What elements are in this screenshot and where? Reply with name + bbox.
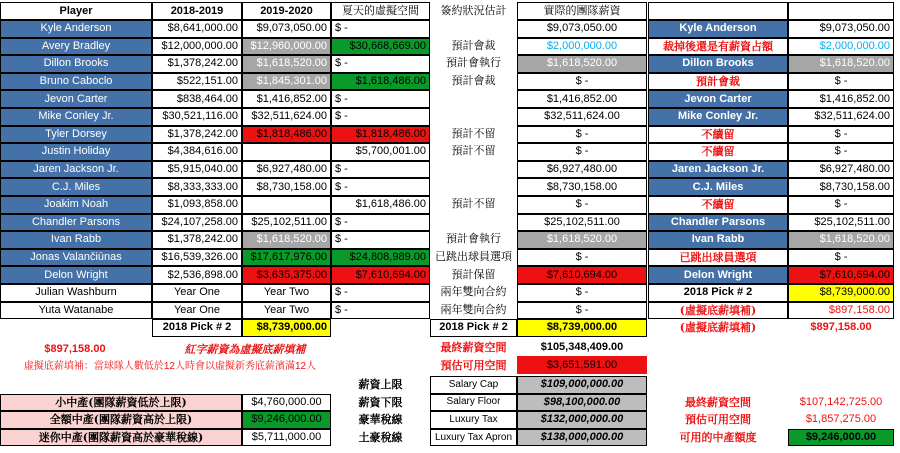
salary-2019-2020[interactable] (242, 143, 331, 161)
cap-value[interactable]: $138,000,000.00 (517, 429, 647, 447)
contract-status[interactable]: 預計會執行 (446, 57, 501, 70)
salary-2019-2020[interactable]: $1,618,520.00 (242, 55, 331, 73)
exception-label[interactable]: 迷你中產(團隊薪資高於豪華稅線) (0, 429, 242, 447)
actual-payroll[interactable]: $ - (517, 249, 647, 267)
player-name[interactable]: Tyler Dorsey (0, 126, 152, 144)
right-value[interactable]: $6,927,480.00 (788, 161, 894, 179)
summer-space[interactable]: $1,618,486.00 (331, 73, 430, 91)
summary-value[interactable]: $107,142,725.00 (799, 395, 883, 408)
right-name[interactable]: Jevon Carter (648, 90, 788, 108)
right-value[interactable]: $1,416,852.00 (788, 90, 894, 108)
right-name[interactable]: Jaren Jackson Jr. (648, 161, 788, 179)
summer-space[interactable]: $ - (331, 302, 430, 320)
contract-status[interactable] (430, 108, 517, 126)
cap-zh-label[interactable]: 豪華稅線 (358, 413, 403, 427)
contract-status[interactable] (430, 90, 517, 108)
cap-en-label[interactable]: Salary Cap (430, 376, 517, 394)
right-name[interactable]: Chandler Parsons (648, 214, 788, 232)
summer-space[interactable]: $ - (331, 178, 430, 196)
right-value[interactable]: $7,610,694.00 (788, 266, 894, 284)
salary-2019-2020[interactable]: $32,511,624.00 (242, 108, 331, 126)
salary-2019-2020[interactable]: $3,635,375.00 (242, 266, 331, 284)
header-2019-2020[interactable]: 2019-2020 (242, 2, 331, 20)
summer-space[interactable]: $1,618,486.00 (331, 196, 430, 214)
red-note[interactable]: 紅字薪資為虛擬底薪填補 (184, 343, 306, 357)
exception-value[interactable]: $5,711,000.00 (242, 429, 331, 447)
cap-value[interactable]: $98,100,000.00 (517, 394, 647, 412)
player-name[interactable]: Kyle Anderson (0, 20, 152, 38)
player-name[interactable]: Yuta Watanabe (0, 302, 152, 320)
salary-2018-2019[interactable]: $522,151.00 (152, 73, 242, 91)
right-name[interactable]: Ivan Rabb (648, 231, 788, 249)
right-name[interactable]: 不續留 (648, 126, 788, 144)
cap-value[interactable]: $109,000,000.00 (517, 376, 647, 394)
summer-space[interactable]: $ - (331, 284, 430, 302)
pick-right-value[interactable]: $897,158.00 (810, 321, 872, 334)
right-value[interactable]: $ - (788, 196, 894, 214)
contract-status[interactable]: 預計會執行 (446, 233, 501, 246)
min-fill-value[interactable]: $897,158.00 (44, 343, 106, 356)
pick-label[interactable]: 2018 Pick # 2 (152, 319, 242, 337)
right-name[interactable]: Delon Wright (648, 266, 788, 284)
player-name[interactable]: Justin Holiday (0, 143, 152, 161)
est-space-label[interactable]: 預估可用空間 (440, 358, 507, 372)
header-summer-space[interactable]: 夏天的虛擬空間 (331, 2, 430, 20)
contract-status[interactable]: 兩年雙向合約 (440, 286, 507, 299)
player-name[interactable]: Avery Bradley (0, 38, 152, 56)
salary-2019-2020[interactable]: $6,927,480.00 (242, 161, 331, 179)
actual-payroll[interactable]: $ - (517, 196, 647, 214)
cap-zh-label[interactable]: 薪資下限 (358, 395, 403, 409)
actual-payroll[interactable]: $1,618,520.00 (517, 231, 647, 249)
right-name[interactable]: 裁掉後還是有薪資占額 (648, 38, 788, 56)
summer-space[interactable]: $ - (331, 214, 430, 232)
right-name[interactable]: Dillon Brooks (648, 55, 788, 73)
exception-label[interactable]: 小中產(團隊薪資低於上限) (0, 394, 242, 412)
right-name[interactable]: 已跳出球員選項 (648, 249, 788, 267)
pick-right-name[interactable]: (虛擬底薪填補) (679, 321, 757, 335)
cap-en-label[interactable]: Salary Floor (430, 394, 517, 412)
header-contract-status[interactable]: 簽約狀況估計 (440, 4, 507, 17)
header-blank-r2[interactable] (788, 2, 894, 20)
contract-status[interactable] (430, 178, 517, 196)
header-actual-payroll[interactable]: 實際的團隊薪資 (517, 2, 647, 20)
salary-2019-2020[interactable] (242, 196, 331, 214)
contract-status[interactable]: 預計不留 (451, 127, 496, 140)
actual-payroll[interactable]: $7,610,694.00 (517, 266, 647, 284)
summer-space[interactable]: $5,700,001.00 (331, 143, 430, 161)
cap-en-label[interactable]: Luxury Tax Apron (430, 429, 517, 447)
right-value[interactable]: $1,618,520.00 (788, 231, 894, 249)
actual-payroll[interactable]: $9,073,050.00 (517, 20, 647, 38)
est-space-value[interactable]: $3,651,591.00 (517, 356, 647, 374)
actual-payroll[interactable]: $6,927,480.00 (517, 161, 647, 179)
right-name[interactable]: (虛擬底薪填補) (648, 302, 788, 320)
contract-status[interactable]: 預計不留 (451, 145, 496, 158)
final-payroll-label[interactable]: 最終薪資空間 (440, 341, 507, 355)
summer-space[interactable]: $ - (331, 55, 430, 73)
salary-2018-2019[interactable]: $16,539,326.00 (152, 249, 242, 267)
contract-status[interactable] (430, 161, 517, 179)
salary-2018-2019[interactable]: Year One (152, 302, 242, 320)
contract-status[interactable]: 預計會裁 (451, 39, 496, 52)
salary-2019-2020[interactable]: $12,960,000.00 (242, 38, 331, 56)
salary-2018-2019[interactable]: $838,464.00 (152, 90, 242, 108)
contract-status[interactable] (430, 20, 517, 38)
salary-2019-2020[interactable]: $9,073,050.00 (242, 20, 331, 38)
right-value[interactable]: $ - (788, 73, 894, 91)
pick-value[interactable]: $8,739,000.00 (242, 319, 331, 337)
right-name[interactable]: Mike Conley Jr. (648, 108, 788, 126)
actual-payroll[interactable]: $32,511,624.00 (517, 108, 647, 126)
salary-2018-2019[interactable]: $12,000,000.00 (152, 38, 242, 56)
player-name[interactable]: Ivan Rabb (0, 231, 152, 249)
salary-2019-2020[interactable]: Year Two (242, 302, 331, 320)
contract-status[interactable]: 預計不留 (451, 198, 496, 211)
player-name[interactable]: Chandler Parsons (0, 214, 152, 232)
right-value[interactable]: $1,618,520.00 (788, 55, 894, 73)
salary-2019-2020[interactable]: Year Two (242, 284, 331, 302)
cap-value[interactable]: $132,000,000.00 (517, 411, 647, 429)
exception-label[interactable]: 全額中產(團隊薪資高於上限) (0, 411, 242, 429)
contract-status[interactable]: 兩年雙向合約 (440, 303, 507, 316)
right-value[interactable]: $2,000,000.00 (788, 38, 894, 56)
salary-2019-2020[interactable]: $1,818,486.00 (242, 126, 331, 144)
header-player[interactable]: Player (0, 2, 152, 20)
summary-value[interactable]: $9,246,000.00 (788, 429, 894, 447)
right-value[interactable]: $8,739,000.00 (788, 284, 894, 302)
salary-2019-2020[interactable]: $1,618,520.00 (242, 231, 331, 249)
summer-space[interactable]: $ - (331, 90, 430, 108)
salary-2019-2020[interactable]: $8,730,158.00 (242, 178, 331, 196)
exception-value[interactable]: $9,246,000.00 (242, 411, 331, 429)
salary-2018-2019[interactable]: $2,536,898.00 (152, 266, 242, 284)
actual-payroll[interactable]: $2,000,000.00 (517, 38, 647, 56)
actual-payroll[interactable]: $ - (517, 143, 647, 161)
actual-payroll[interactable]: $1,416,852.00 (517, 90, 647, 108)
salary-2018-2019[interactable]: Year One (152, 284, 242, 302)
cap-en-label[interactable]: Luxury Tax (430, 411, 517, 429)
summary-label[interactable]: 可用的中產額度 (679, 431, 757, 445)
actual-payroll[interactable]: $ - (517, 284, 647, 302)
salary-2018-2019[interactable]: $8,333,333.00 (152, 178, 242, 196)
header-blank-r1[interactable] (648, 2, 788, 20)
contract-status[interactable]: 已跳出球員選項 (435, 251, 512, 264)
salary-2019-2020[interactable]: $1,845,301.00 (242, 73, 331, 91)
right-name[interactable]: 不續留 (648, 196, 788, 214)
pick-label-2[interactable]: 2018 Pick # 2 (430, 319, 517, 337)
summer-space[interactable]: $ - (331, 108, 430, 126)
player-name[interactable]: Julian Washburn (0, 284, 152, 302)
salary-2018-2019[interactable]: $4,384,616.00 (152, 143, 242, 161)
summary-label[interactable]: 最終薪資空間 (685, 395, 751, 409)
right-value[interactable]: $25,102,511.00 (788, 214, 894, 232)
explain-note[interactable]: 虛擬底薪填補：當球隊人數低於12人時會以虛擬新秀底薪濱滿12人 (23, 361, 317, 373)
salary-2018-2019[interactable]: $5,915,040.00 (152, 161, 242, 179)
actual-payroll[interactable]: $25,102,511.00 (517, 214, 647, 232)
actual-payroll[interactable]: $1,618,520.00 (517, 55, 647, 73)
right-name[interactable]: 預計會裁 (648, 73, 788, 91)
player-name[interactable]: Jevon Carter (0, 90, 152, 108)
salary-2019-2020[interactable]: $1,416,852.00 (242, 90, 331, 108)
contract-status[interactable]: 預計會裁 (451, 75, 496, 88)
contract-status[interactable] (430, 214, 517, 232)
right-name[interactable]: C.J. Miles (648, 178, 788, 196)
salary-2019-2020[interactable]: $25,102,511.00 (242, 214, 331, 232)
player-name[interactable]: Bruno Caboclo (0, 73, 152, 91)
right-name[interactable]: 不續留 (648, 143, 788, 161)
salary-2019-2020[interactable]: $17,617,976.00 (242, 249, 331, 267)
actual-payroll[interactable]: $8,730,158.00 (517, 178, 647, 196)
cap-zh-label[interactable]: 土豪稅線 (358, 431, 403, 445)
player-name[interactable]: Jonas Valančiūnas (0, 249, 152, 267)
pick-value-2[interactable]: $8,739,000.00 (517, 319, 647, 337)
final-payroll-value[interactable]: $105,348,409.00 (540, 341, 624, 354)
salary-2018-2019[interactable]: $1,378,242.00 (152, 231, 242, 249)
summer-space[interactable]: $7,610,694.00 (331, 266, 430, 284)
right-value[interactable]: $8,730,158.00 (788, 178, 894, 196)
player-name[interactable]: C.J. Miles (0, 178, 152, 196)
actual-payroll[interactable]: $ - (517, 126, 647, 144)
summer-space[interactable]: $30,668,669.00 (331, 38, 430, 56)
right-value[interactable]: $32,511,624.00 (788, 108, 894, 126)
player-name[interactable]: Mike Conley Jr. (0, 108, 152, 126)
header-2018-2019[interactable]: 2018-2019 (152, 2, 242, 20)
salary-2018-2019[interactable]: $8,641,000.00 (152, 20, 242, 38)
summer-space[interactable]: $1,818,486.00 (331, 126, 430, 144)
player-name[interactable]: Delon Wright (0, 266, 152, 284)
player-name[interactable]: Joakim Noah (0, 196, 152, 214)
summer-space[interactable]: $ - (331, 20, 430, 38)
contract-status[interactable]: 預計保留 (451, 268, 496, 281)
player-name[interactable]: Dillon Brooks (0, 55, 152, 73)
right-value[interactable]: $ - (788, 126, 894, 144)
exception-value[interactable]: $4,760,000.00 (242, 394, 331, 412)
salary-2018-2019[interactable]: $1,378,242.00 (152, 55, 242, 73)
actual-payroll[interactable]: $ - (517, 73, 647, 91)
right-value[interactable]: $897,158.00 (788, 302, 894, 320)
summary-label[interactable]: 預估可用空間 (685, 413, 751, 427)
right-value[interactable]: $9,073,050.00 (788, 20, 894, 38)
cap-zh-label[interactable]: 薪資上限 (358, 378, 403, 392)
player-name[interactable]: Jaren Jackson Jr. (0, 161, 152, 179)
blank-pick-left[interactable] (0, 319, 152, 337)
actual-payroll[interactable]: $ - (517, 302, 647, 320)
right-name[interactable]: Kyle Anderson (648, 20, 788, 38)
salary-2018-2019[interactable]: $30,521,116.00 (152, 108, 242, 126)
right-value[interactable]: $ - (788, 249, 894, 267)
right-name[interactable]: 2018 Pick # 2 (648, 284, 788, 302)
salary-2018-2019[interactable]: $1,378,242.00 (152, 126, 242, 144)
summer-space[interactable]: $ - (331, 231, 430, 249)
salary-2018-2019[interactable]: $1,093,858.00 (152, 196, 242, 214)
salary-2018-2019[interactable]: $24,107,258.00 (152, 214, 242, 232)
right-value[interactable]: $ - (788, 143, 894, 161)
summary-value[interactable]: $1,857,275.00 (805, 413, 877, 426)
summer-space[interactable]: $24,808,989.00 (331, 249, 430, 267)
summer-space[interactable]: $ - (331, 161, 430, 179)
